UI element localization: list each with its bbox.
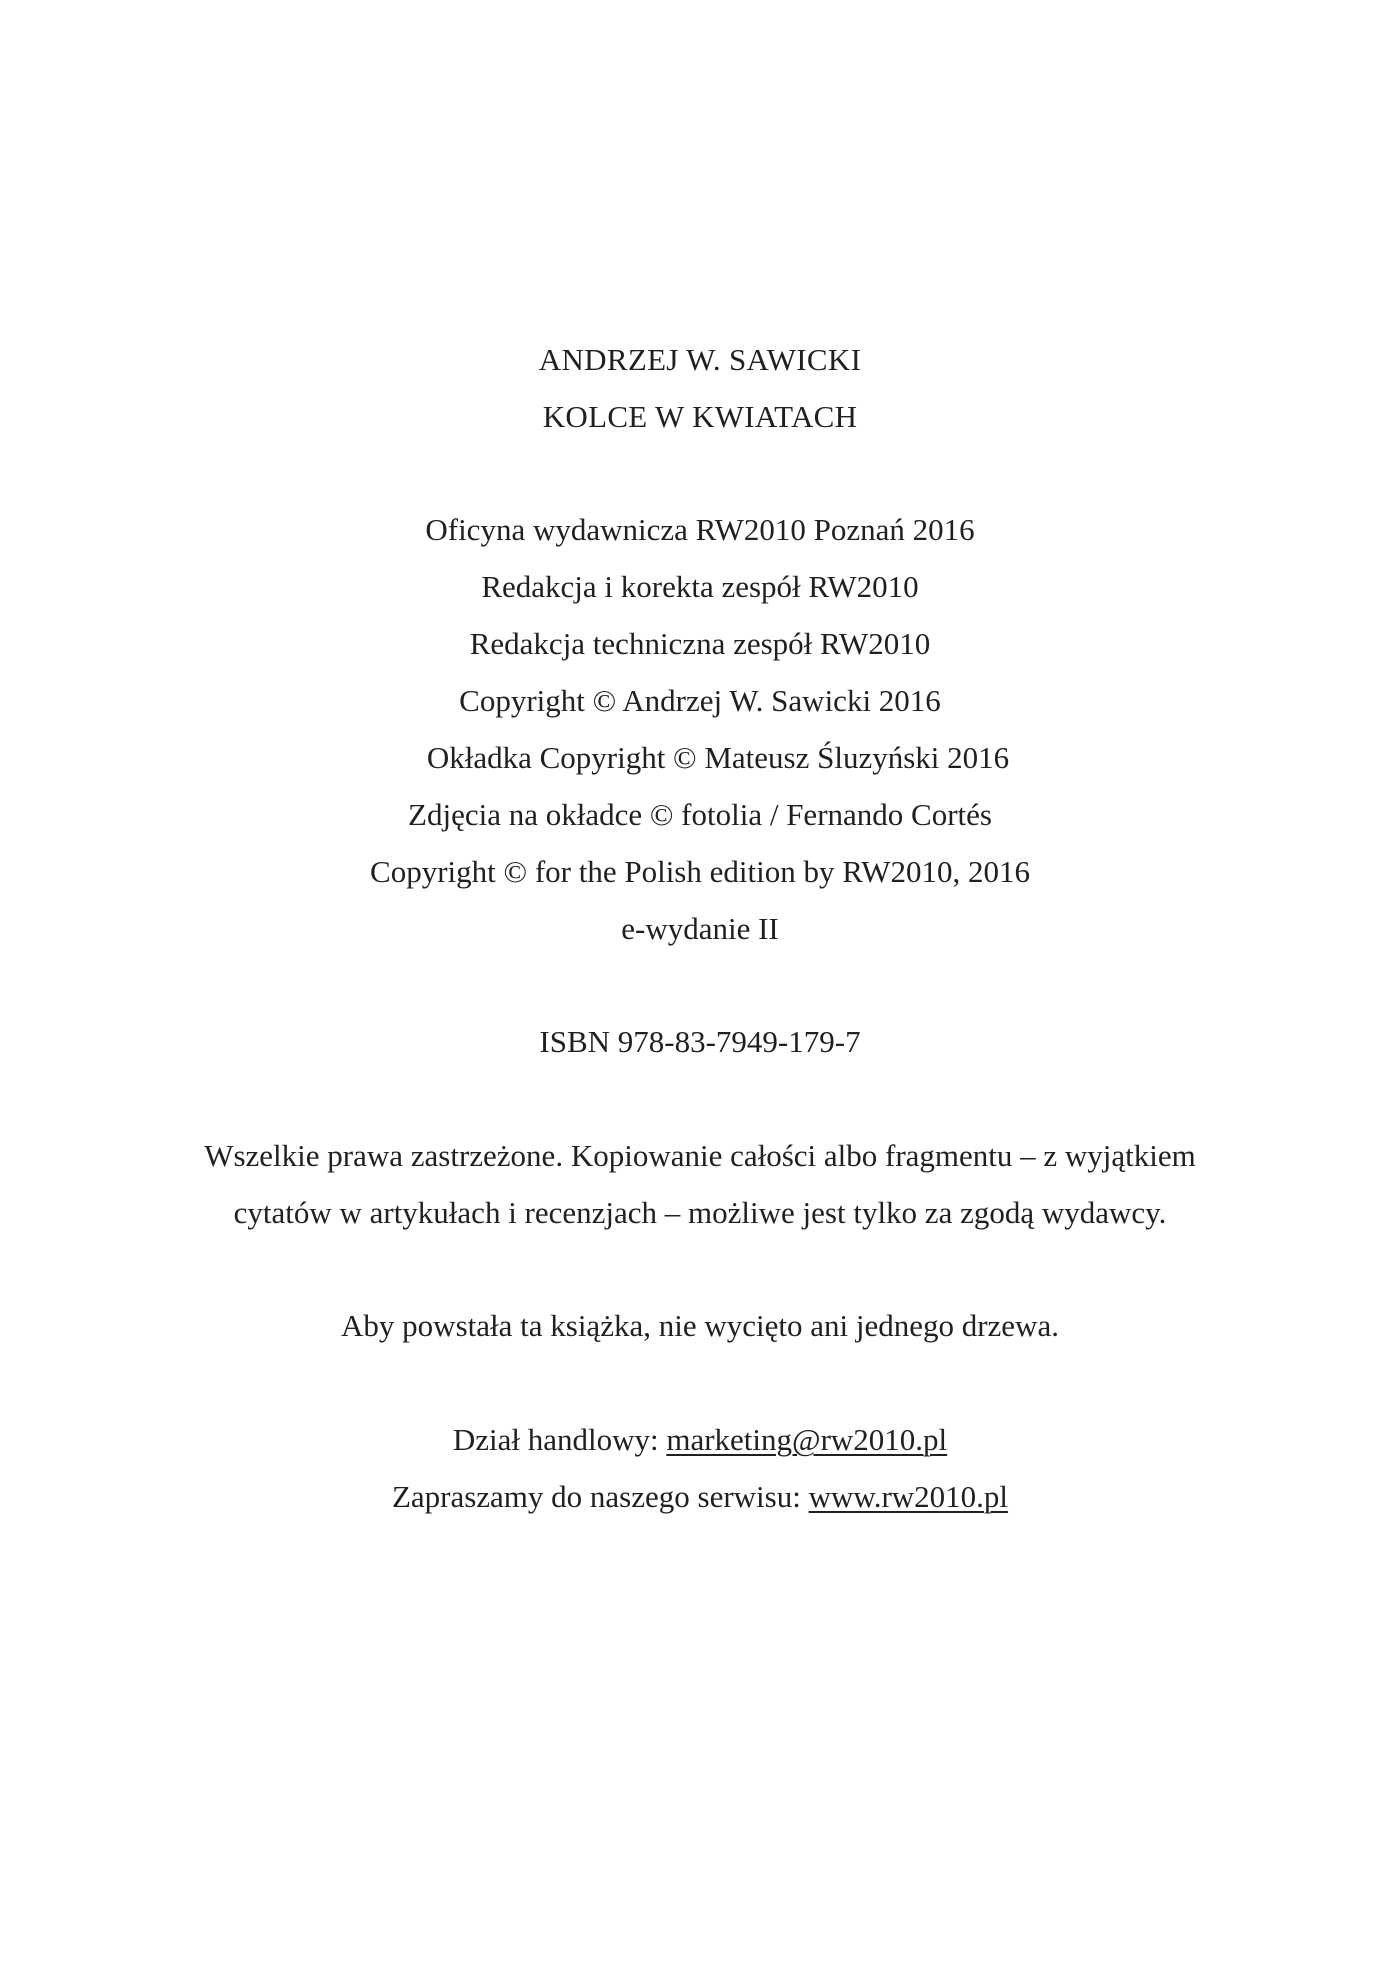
- sales-contact-line: [0, 1420, 1400, 1460]
- rights-line-2: cytatów w artykułach i recenzjach – możliwe jest tylko za zgodą wydawcy.: [233, 1195, 1167, 1230]
- sales-label: Dział handlowy:: [452, 1422, 667, 1457]
- editing-line: Redakcja i korekta zespół RW2010: [481, 569, 919, 604]
- rights-line-1: Wszelkie prawa zastrzeżone. Kopiowanie całości albo fragmentu – z wyjątkiem: [204, 1138, 1196, 1173]
- website-line: [0, 1477, 1400, 1517]
- sales-email-link[interactable]: marketing@rw2010.pl: [666, 1422, 948, 1457]
- eco-note: Aby powstała ta książka, nie wycięto ani jednego drzewa.: [341, 1308, 1059, 1343]
- cover-copyright-line: Okładka Copyright © Mateusz Śluzyński 2016: [426, 740, 1010, 775]
- author-copyright-line: Copyright © Andrzej W. Sawicki 2016: [459, 683, 941, 718]
- technical-editing-line: Redakcja techniczna zespół RW2010: [469, 626, 931, 661]
- website-label: Zapraszamy do naszego serwisu:: [391, 1479, 809, 1514]
- edition-line: e-wydanie II: [621, 911, 779, 946]
- publisher-line: Oficyna wydawnicza RW2010 Poznań 2016: [425, 512, 975, 547]
- website-link[interactable]: www.rw2010.pl: [808, 1479, 1009, 1514]
- isbn-line: ISBN 978-83-7949-179-7: [539, 1024, 861, 1059]
- edition-copyright-line: Copyright © for the Polish edition by RW2010, 2016: [370, 854, 1030, 889]
- cover-photos-line: Zdjęcia na okładce © fotolia / Fernando Cortés: [408, 797, 992, 832]
- book-title: KOLCE W KWIATACH: [542, 399, 858, 434]
- author-name: ANDRZEJ W. SAWICKI: [538, 342, 862, 377]
